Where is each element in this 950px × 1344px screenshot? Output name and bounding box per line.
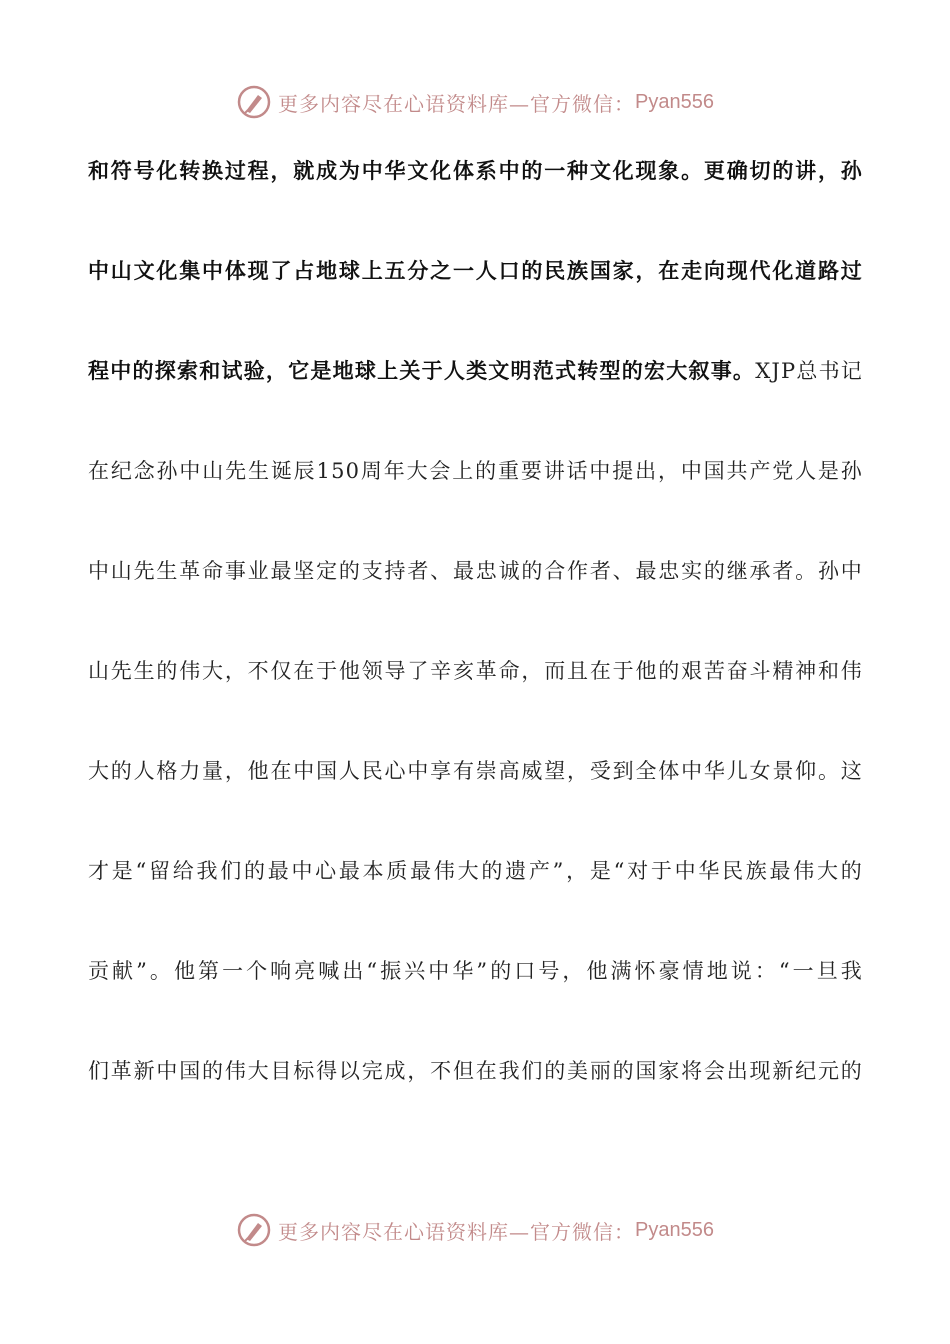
text-line (88, 546, 863, 646)
watermark-wechat-id: Pyan556 (635, 90, 714, 113)
normal-text: 中山先生革命事业最坚定的支持者、最忠诚的合作者、最忠实的继承者。孙中 (88, 559, 863, 583)
normal-text: 贡献”。他第一个响亮喊出“振兴中华”的口号，他满怀豪情地说：“一旦我 (88, 959, 863, 983)
text-line (88, 146, 863, 246)
text-line (88, 346, 863, 446)
normal-text: 山先生的伟大，不仅在于他领导了辛亥革命，而且在于他的艰苦奋斗精神和伟 (88, 659, 863, 683)
pen-nib-icon (236, 84, 272, 120)
text-line (88, 946, 863, 1046)
text-line (88, 446, 863, 546)
text-line (88, 646, 863, 746)
pen-nib-icon (236, 1212, 272, 1248)
bold-text: 程中的探索和试验，它是地球上关于人类文明范式转型的宏大叙事。 (88, 358, 756, 383)
normal-text: 在纪念孙中山先生诞辰150周年大会上的重要讲话中提出，中国共产党人是孙 (88, 459, 863, 483)
text-line (88, 1046, 863, 1146)
normal-text: 大的人格力量，他在中国人民心中享有崇高威望，受到全体中华儿女景仰。这 (88, 759, 863, 783)
watermark-text: 更多内容尽在心语资料库—官方微信： (278, 1219, 636, 1244)
header-watermark (0, 82, 950, 122)
normal-text: 才是“留给我们的最中心最本质最伟大的遗产”，是“对于中华民族最伟大的 (88, 859, 863, 883)
text-line (88, 846, 863, 946)
watermark-text: 更多内容尽在心语资料库—官方微信： (278, 91, 636, 116)
normal-text: XJP总书记 (755, 359, 864, 383)
text-line (88, 746, 863, 846)
footer-watermark (0, 1210, 950, 1250)
text-line (88, 246, 863, 346)
bold-text: 和符号化转换过程，就成为中华文化体系中的一种文化现象。更确切的讲，孙 (88, 158, 863, 183)
bold-text: 中山文化集中体现了占地球上五分之一人口的民族国家，在走向现代化道路过 (88, 258, 863, 283)
normal-text: 们革新中国的伟大目标得以完成，不但在我们的美丽的国家将会出现新纪元的 (88, 1059, 863, 1083)
watermark-wechat-id: Pyan556 (635, 1218, 714, 1241)
document-body (88, 146, 863, 1146)
